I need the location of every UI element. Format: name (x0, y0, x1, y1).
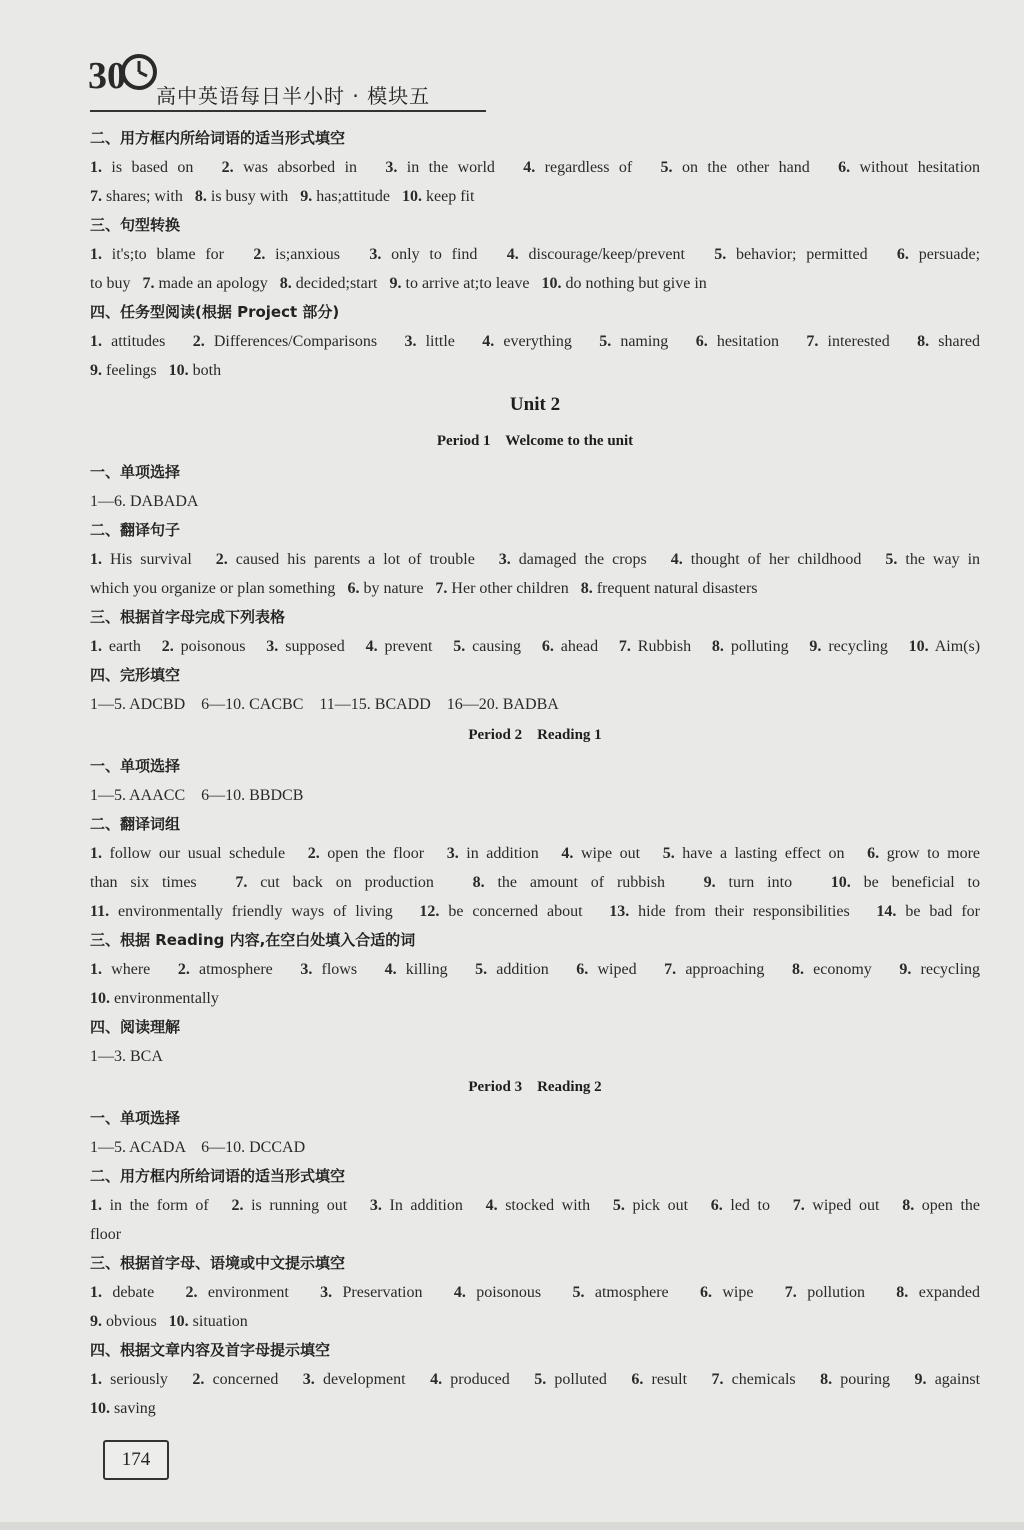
answer-line: to buy 7. made an apology 8. decided;start 9. to arrive at;to leave 10. do nothing but give in (90, 275, 707, 292)
section-heading: 一、单项选择 (90, 757, 181, 775)
section-heading: 一、单项选择 (90, 1109, 181, 1127)
period-title: Period 1 Welcome to the unit (436, 433, 634, 449)
answer-line: floor (90, 1226, 122, 1243)
answer-line: 1. His survival 2. caused his parents a lot of trouble 3. damaged the crops 4. thought of her childhood 5. the way in (90, 551, 981, 568)
section-heading: 二、用方框内所给词语的适当形式填空 (90, 1167, 346, 1185)
answer-line: 10. saving (90, 1400, 156, 1417)
unit-title: Unit 2 (509, 394, 561, 415)
answer-content (90, 124, 980, 1423)
section-heading: 三、根据首字母完成下列表格 (90, 608, 286, 626)
section-heading: 二、用方框内所给词语的适当形式填空 (90, 129, 346, 147)
page-bottom-edge (0, 1522, 1024, 1530)
clock-logo-icon (88, 48, 158, 100)
answer-line: 1—5. ACADA 6—10. DCCAD (90, 1139, 306, 1156)
page-header (88, 40, 488, 115)
section-heading: 四、完形填空 (90, 666, 181, 684)
answer-line: 9. obvious 10. situation (90, 1313, 248, 1330)
page-number: 174 (103, 1440, 169, 1480)
answer-line: 1. attitudes 2. Differences/Comparisons 3. little 4. everything 5. naming 6. hesitation 7. interested 8. shared (90, 333, 980, 350)
section-heading: 四、任务型阅读(根据 Project 部分) (90, 303, 340, 321)
period-title: Period 3 Reading 2 (468, 1079, 602, 1095)
answer-line: 1—5. AAACC 6—10. BBDCB (90, 787, 304, 804)
section-heading: 三、根据首字母、语境或中文提示填空 (90, 1254, 346, 1272)
answer-line: 1. is based on 2. was absorbed in 3. in the world 4. regardless of 5. on the other hand 6. without hesitation (90, 159, 981, 176)
answer-line: 7. shares; with 8. is busy with 9. has;attitude 10. keep fit (90, 188, 475, 205)
answer-line: which you organize or plan something 6. by nature 7. Her other children 8. frequent natural disasters (90, 580, 758, 597)
book-title: 高中英语每日半小时 · 模块五 (156, 84, 431, 108)
section-heading: 三、根据 Reading 内容,在空白处填入合适的词 (90, 931, 416, 949)
answer-line: 9. feelings 10. both (90, 362, 222, 379)
logo-text: 30 (88, 55, 126, 97)
answer-line: 1. where 2. atmosphere 3. flows 4. killing 5. addition 6. wiped 7. approaching 8. economy 9. recycling (90, 961, 981, 978)
answer-line: 1—3. BCA (90, 1048, 163, 1065)
section-heading: 四、根据文章内容及首字母提示填空 (90, 1341, 331, 1359)
period-title: Period 2 Reading 1 (468, 727, 602, 743)
answer-line: 1. follow our usual schedule 2. open the floor 3. in addition 4. wipe out 5. have a lasting effect on 6. grow to more (90, 845, 981, 862)
answer-line: 1—5. ADCBD 6—10. CACBC 11—15. BCADD 16—20. BADBA (90, 696, 559, 713)
answer-line: 1. seriously 2. concerned 3. development 4. produced 5. polluted 6. result 7. chemicals 8. pouring 9. against (90, 1371, 981, 1388)
answer-line: 10. environmentally (90, 990, 219, 1007)
answer-line: 1—6. DABADA (90, 493, 199, 510)
answer-line: 1. debate 2. environment 3. Preservation 4. poisonous 5. atmosphere 6. wipe 7. pollution 8. expanded (90, 1284, 981, 1301)
header-rule (90, 110, 486, 112)
answer-line: than six times 7. cut back on production 8. the amount of rubbish 9. turn into 10. be beneficial to (90, 874, 981, 891)
answer-line: 1. in the form of 2. is running out 3. In addition 4. stocked with 5. pick out 6. led to 7. wiped out 8. open the (90, 1197, 981, 1214)
section-heading: 三、句型转换 (90, 216, 181, 234)
section-heading: 一、单项选择 (90, 463, 181, 481)
answer-line: 11. environmentally friendly ways of living 12. be concerned about 13. hide from their responsibilities 14. be bad for (90, 903, 980, 920)
answer-line: 1. earth 2. poisonous 3. supposed 4. prevent 5. causing 6. ahead 7. Rubbish 8. polluting 9. recycling 10. Aim(s) (90, 638, 981, 655)
section-heading: 四、阅读理解 (90, 1018, 181, 1036)
section-heading: 二、翻译词组 (90, 815, 181, 833)
section-heading: 二、翻译句子 (90, 521, 181, 539)
answer-line: 1. it's;to blame for 2. is;anxious 3. only to find 4. discourage/keep/prevent 5. behavior; permitted 6. persuade; (90, 246, 981, 263)
